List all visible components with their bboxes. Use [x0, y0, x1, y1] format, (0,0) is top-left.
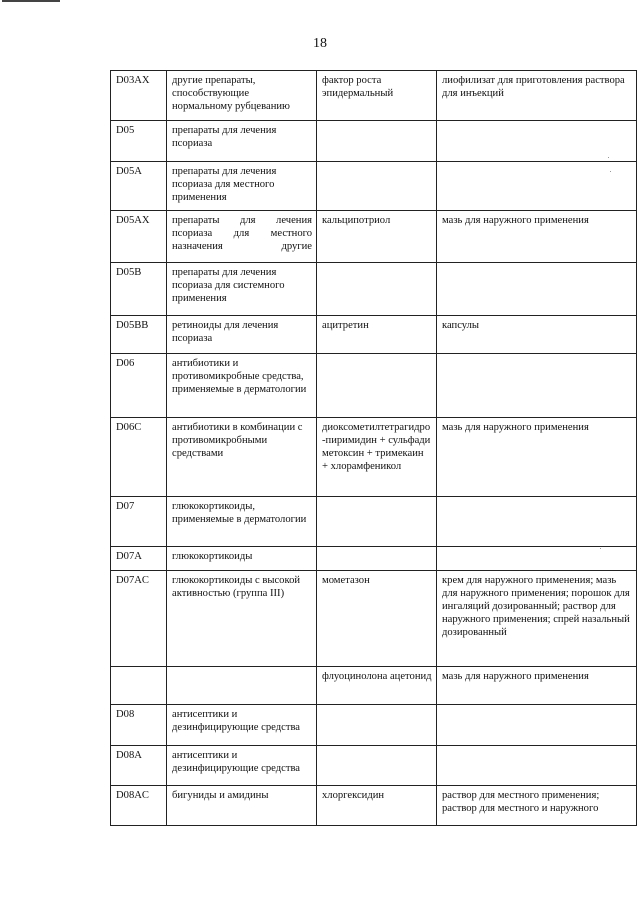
pharmacological-group: препараты для лечения псориаза для системного применения: [167, 263, 317, 316]
drug-name: фактор роста эпидермальный: [317, 71, 437, 121]
dosage-form: лиофилизат для приготовления раствора для инъекций: [437, 71, 637, 121]
atc-code: D07A: [111, 547, 167, 571]
drug-name: ацитретин: [317, 316, 437, 354]
drug-name: [317, 162, 437, 211]
drug-name: кальципотриол: [317, 211, 437, 263]
pharmacological-group: препараты для лечения псориаза для местного назначения другие: [167, 211, 317, 263]
drug-name: [317, 547, 437, 571]
drug-name: флуоцинолона ацетонид: [317, 667, 437, 705]
pharmacological-group: другие препараты, способствующие нормальному рубцеванию: [167, 71, 317, 121]
table-row: [111, 71, 637, 121]
table-row: [111, 571, 637, 667]
dosage-form: [437, 547, 637, 571]
drug-name: [317, 746, 437, 786]
dosage-form: раствор для местного применения; раствор для местного и наружного: [437, 786, 637, 826]
dosage-form: крем для наружного применения; мазь для наружного применения; порошок для ингаляций дозированный; раствор для наружного применения; спрей назальный дозированный: [437, 571, 637, 667]
pharmacological-group: глюкокортикоиды: [167, 547, 317, 571]
atc-code: D05A: [111, 162, 167, 211]
atc-code: D07AC: [111, 571, 167, 667]
drug-name: [317, 263, 437, 316]
scan-speck: [608, 157, 609, 158]
dosage-form: [437, 263, 637, 316]
table-row: [111, 497, 637, 547]
drug-name: мометазон: [317, 571, 437, 667]
table-row: [111, 746, 637, 786]
table-row: [111, 547, 637, 571]
scan-speck: [600, 548, 601, 549]
table-row: [111, 211, 637, 263]
table-row: [111, 316, 637, 354]
drug-name: [317, 121, 437, 162]
medication-table: [110, 70, 637, 826]
atc-code: D05BB: [111, 316, 167, 354]
table-row: [111, 705, 637, 746]
pharmacological-group: препараты для лечения псориаза: [167, 121, 317, 162]
scan-speck: [610, 171, 611, 172]
atc-code: D08A: [111, 746, 167, 786]
atc-code: D08: [111, 705, 167, 746]
table-row: [111, 786, 637, 826]
dosage-form: мазь для наружного применения: [437, 211, 637, 263]
drug-name: диоксометилтетрагидро-пиримидин + сульфадиметоксин + тримекаин + хлорамфеникол: [317, 418, 437, 497]
dosage-form: [437, 746, 637, 786]
pharmacological-group: глюкокортикоиды с высокой активностью (группа III): [167, 571, 317, 667]
dosage-form: [437, 121, 637, 162]
drug-name: хлоргексидин: [317, 786, 437, 826]
scan-edge-line: [2, 0, 60, 2]
table-row: [111, 162, 637, 211]
atc-code: [111, 667, 167, 705]
pharmacological-group: антисептики и дезинфицирующие средства: [167, 705, 317, 746]
pharmacological-group: ретиноиды для лечения псориаза: [167, 316, 317, 354]
dosage-form: мазь для наружного применения: [437, 418, 637, 497]
pharmacological-group: антибиотики и противомикробные средства, применяемые в дерматологии: [167, 354, 317, 418]
atc-code: D08AC: [111, 786, 167, 826]
atc-code: D05B: [111, 263, 167, 316]
table-row: [111, 667, 637, 705]
pharmacological-group: препараты для лечения псориаза для местного применения: [167, 162, 317, 211]
atc-code: D05AX: [111, 211, 167, 263]
drug-name: [317, 705, 437, 746]
pharmacological-group: глюкокортикоиды, применяемые в дерматологии: [167, 497, 317, 547]
pharmacological-group: антибиотики в комбинации с противомикробными средствами: [167, 418, 317, 497]
pharmacological-group: антисептики и дезинфицирующие средства: [167, 746, 317, 786]
dosage-form: [437, 162, 637, 211]
dosage-form: капсулы: [437, 316, 637, 354]
atc-code: D06: [111, 354, 167, 418]
dosage-form: [437, 354, 637, 418]
table-row: [111, 121, 637, 162]
atc-code: D05: [111, 121, 167, 162]
drug-name: [317, 354, 437, 418]
dosage-form: [437, 497, 637, 547]
page-number: 18: [313, 36, 327, 51]
atc-code: D07: [111, 497, 167, 547]
pharmacological-group: [167, 667, 317, 705]
table-row: [111, 354, 637, 418]
pharmacological-group: бигуниды и амидины: [167, 786, 317, 826]
drug-name: [317, 497, 437, 547]
atc-code: D03AX: [111, 71, 167, 121]
table-row: [111, 418, 637, 497]
atc-code: D06C: [111, 418, 167, 497]
table-row: [111, 263, 637, 316]
dosage-form: [437, 705, 637, 746]
dosage-form: мазь для наружного применения: [437, 667, 637, 705]
